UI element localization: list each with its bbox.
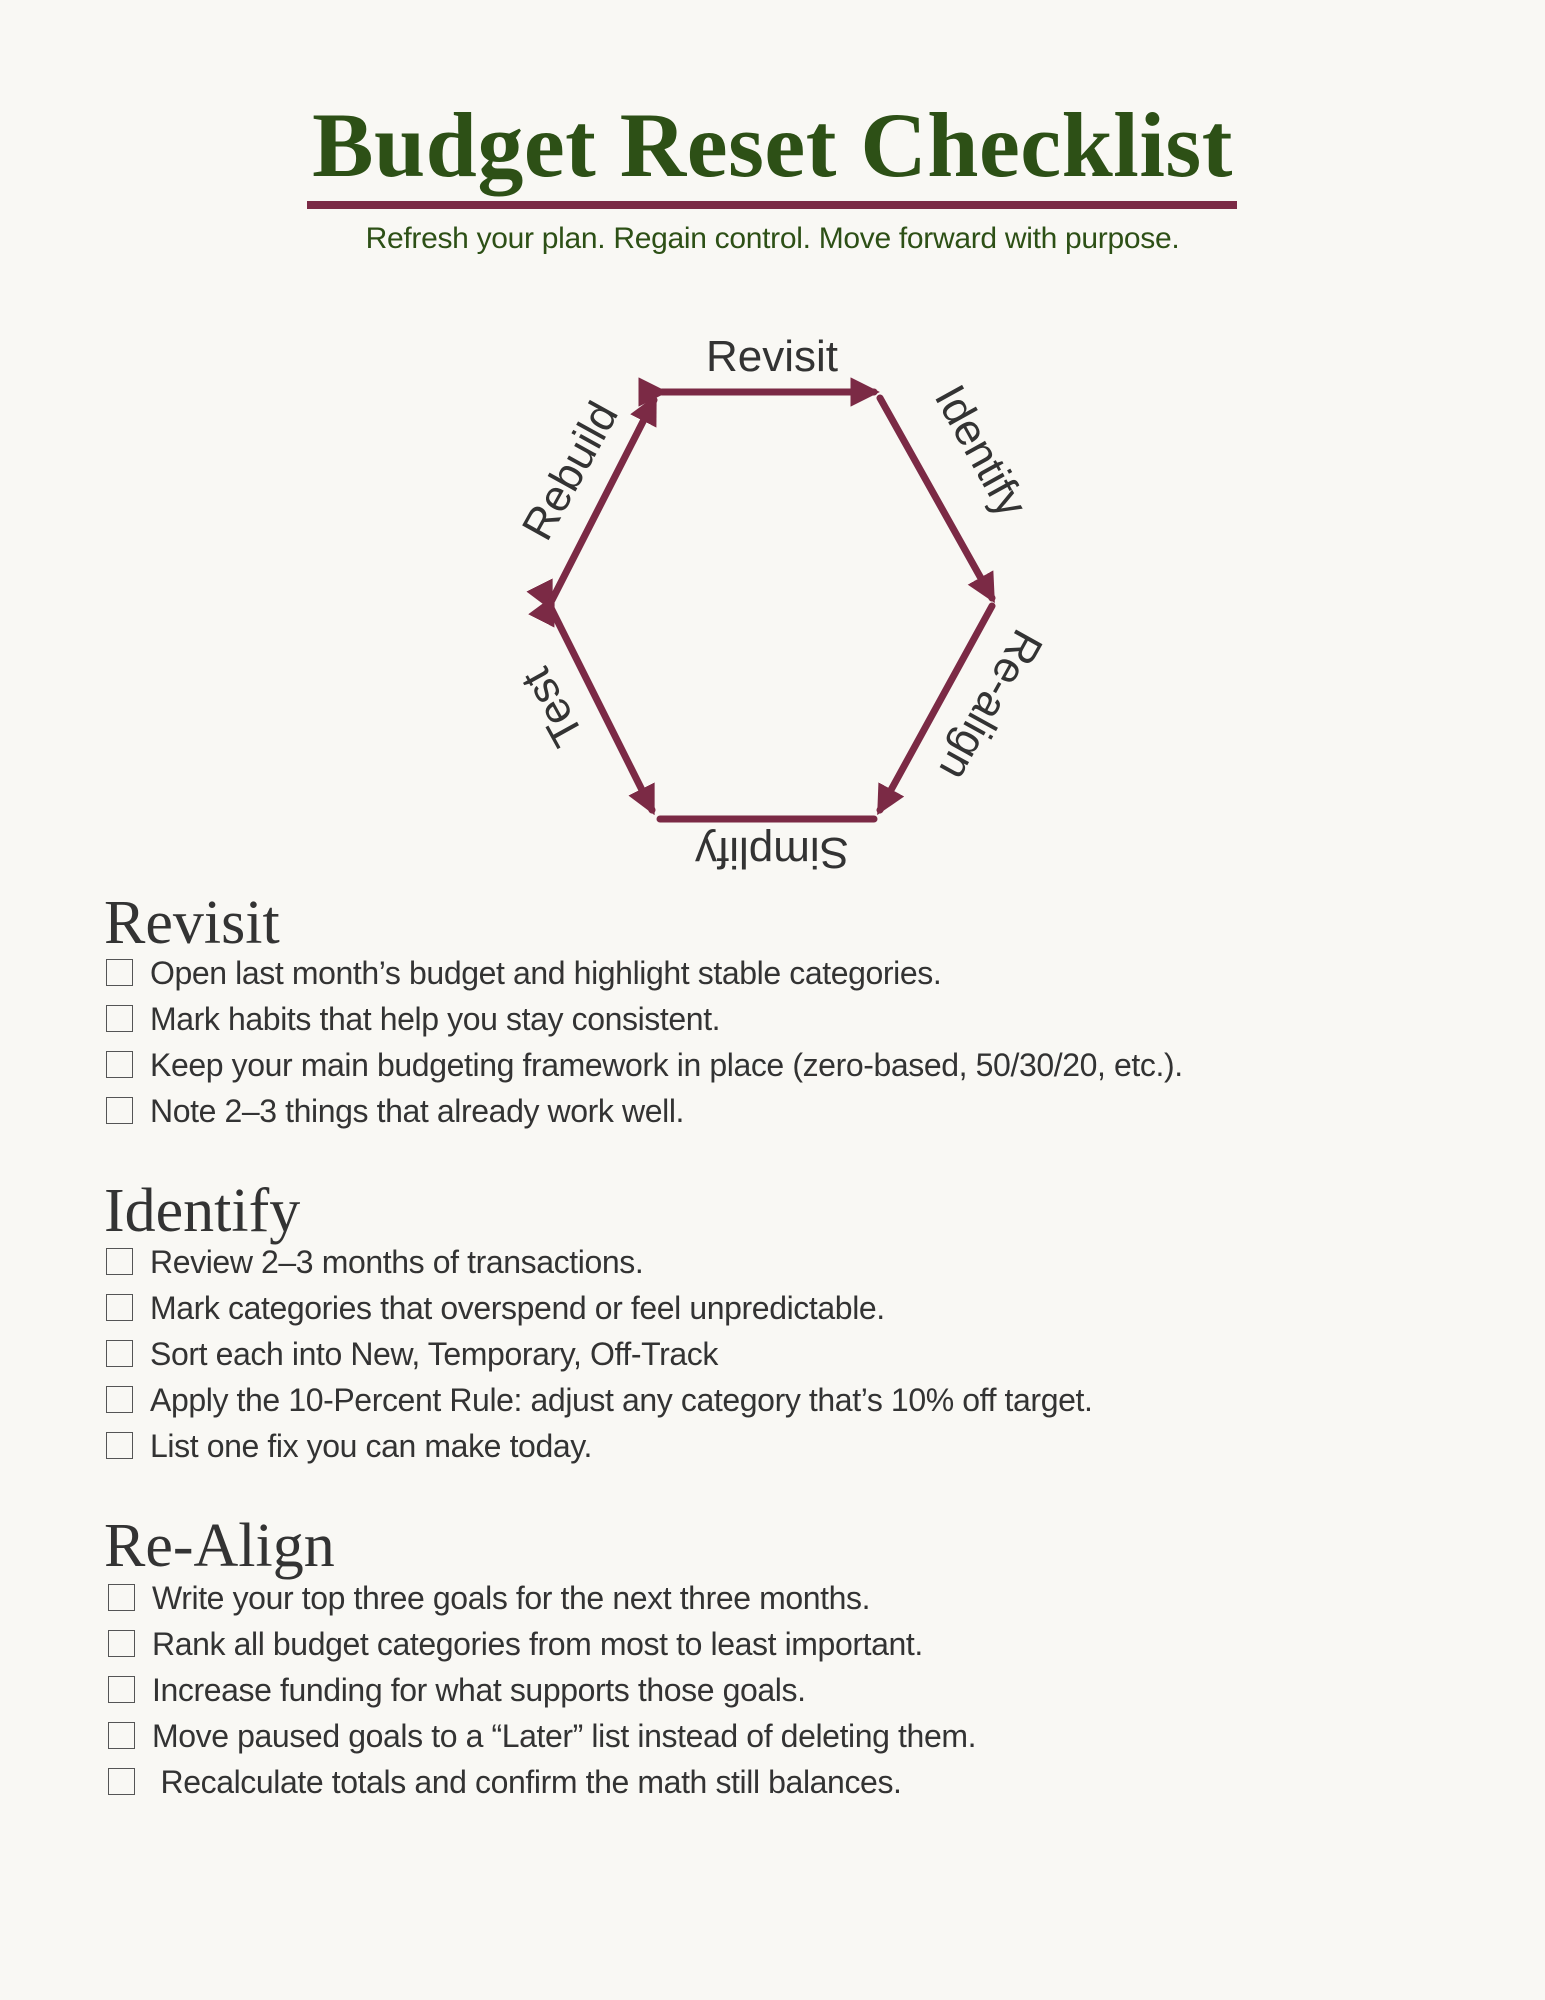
- checkbox[interactable]: [106, 1051, 133, 1078]
- checkbox[interactable]: [106, 1386, 133, 1413]
- checkbox[interactable]: [106, 1005, 133, 1032]
- cycle-label-simplify: Simplify: [694, 828, 850, 877]
- checkbox[interactable]: [108, 1768, 135, 1795]
- page-title: Budget Reset Checklist: [312, 94, 1233, 196]
- cycle-label-identify: Identify: [924, 377, 1037, 525]
- cycle-label-rebuild: Rebuild: [512, 393, 628, 549]
- checkbox[interactable]: [106, 1097, 133, 1124]
- checkbox[interactable]: [108, 1676, 135, 1703]
- checkbox[interactable]: [108, 1584, 135, 1611]
- checkbox[interactable]: [106, 1294, 133, 1321]
- section-heading-realign: Re-Align: [104, 1512, 335, 1580]
- hexagon-cycle-arrows: [550, 392, 992, 819]
- cycle-label-test: Test: [511, 659, 594, 755]
- cycle-label-realign: Re-align: [929, 621, 1052, 789]
- cycle-label-revisit: Revisit: [705, 332, 839, 381]
- checkbox[interactable]: [106, 1248, 133, 1275]
- checkbox[interactable]: [108, 1630, 135, 1657]
- checkbox[interactable]: [106, 1340, 133, 1367]
- page-subtitle: Refresh your plan. Regain control. Move forward with purpose.: [365, 222, 1180, 255]
- checkbox[interactable]: [106, 959, 133, 986]
- checkbox[interactable]: [106, 1432, 133, 1459]
- cycle-diagram: [0, 0, 1545, 900]
- section-heading-revisit: Revisit: [104, 889, 280, 957]
- section-heading-identify: Identify: [104, 1177, 301, 1245]
- checkbox[interactable]: [108, 1722, 135, 1749]
